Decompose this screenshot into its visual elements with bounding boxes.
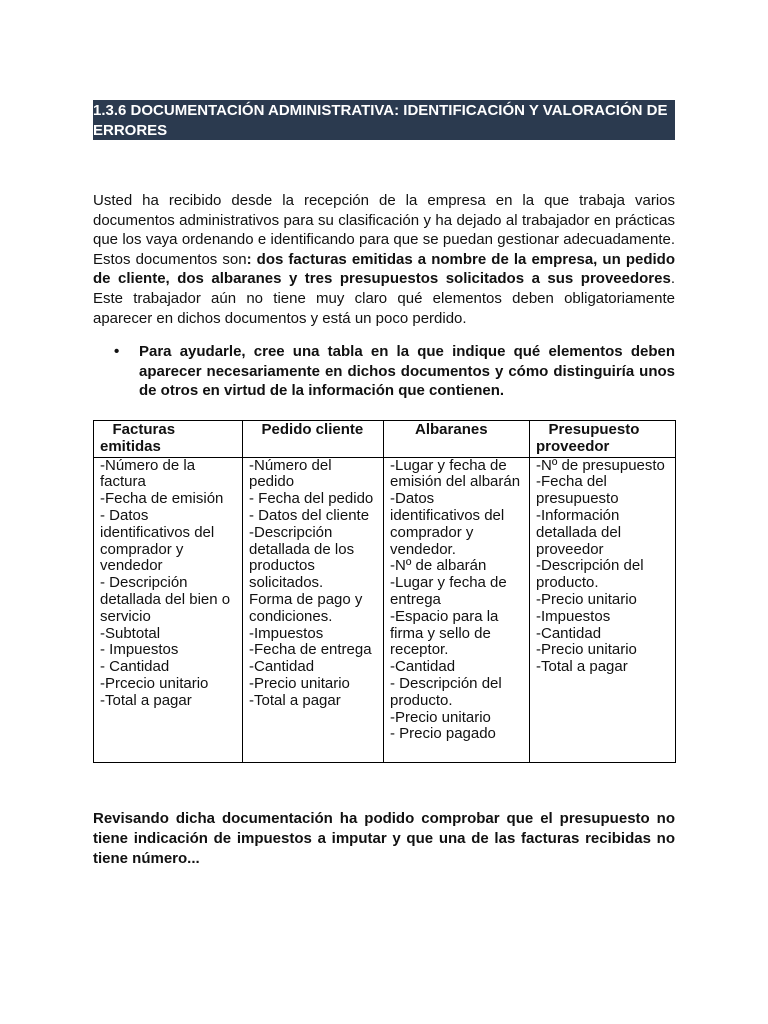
header-facturas: Facturas emitidas: [94, 421, 243, 458]
cell-item: -Nº de albarán: [390, 557, 487, 575]
cell-item: - Datos del cliente: [249, 506, 370, 524]
cell-item: -Total a pagar: [249, 691, 341, 709]
table-header-row: [94, 421, 676, 458]
cell-item: -Precio unitario: [536, 590, 637, 608]
bullet-icon: •: [114, 343, 120, 360]
cell-item: - Impuestos: [100, 641, 179, 659]
documents-table: [93, 420, 676, 763]
column-presupuesto: [530, 457, 676, 762]
cell-item: -Lugar y fecha de emisión del albarán: [390, 456, 521, 491]
cell-item: -Cantidad: [536, 624, 602, 642]
column-albaranes: [384, 457, 530, 762]
cell-item: -Subtotal: [100, 624, 161, 642]
cell-item: -Descripción detallada de los productos solicitados.: [249, 523, 355, 592]
cell-item: -Cantidad: [249, 658, 315, 676]
cell-item: -Número de la factura: [100, 456, 196, 491]
cell-item: -Precio unitario: [536, 641, 637, 659]
cell-item: -Total a pagar: [536, 658, 628, 676]
cell-item: - Fecha del pedido: [249, 490, 374, 508]
cell-item: -Fecha del presupuesto: [536, 473, 619, 508]
section-heading: 1.3.6 DOCUMENTACIÓN ADMINISTRATIVA: IDENTIFICACIÓN Y VALORACIÓN DE ERRORES: [93, 100, 675, 140]
intro-document-list: : dos facturas emitidas a nombre de la empresa, un pedido de cliente, dos albaranes y tres presupuestos solicitados a sus proveedores: [93, 250, 675, 288]
header-pedido: Pedido cliente: [243, 421, 384, 458]
cell-item: -Lugar y fecha de entrega: [390, 574, 507, 608]
cell-item: -Datos identificativos del comprador y vendedor.: [390, 490, 505, 558]
cell-item: -Cantidad: [390, 658, 456, 676]
cell-item: -Descripción del producto.: [536, 557, 644, 592]
cell-item: - Descripción del producto.: [390, 674, 502, 709]
cell-item: Forma de pago y condiciones.: [249, 590, 363, 625]
cell-item: -Fecha de entrega: [249, 641, 372, 659]
cell-item: -Precio unitario: [249, 674, 350, 692]
intro-text-end: . Este trabajador aún no tiene muy claro qué elementos deben obligatoriamente aparecer en dichos documentos y está un poco perdido.: [93, 270, 675, 327]
cell-item: - Descripción detallada del bien o servicio: [100, 574, 231, 625]
cell-item: - Datos identificativos del comprador y vendedor: [100, 506, 215, 575]
header-presupuesto: Presupuesto proveedor: [530, 421, 676, 458]
cell-item: -Prcecio unitario: [100, 674, 209, 692]
task-instruction: Para ayudarle, cree una tabla en la que indique qué elementos deben aparecer necesariamente en dichos documentos y cómo distinguiría unos de otros en virtud de la información que contienen.: [139, 343, 675, 400]
intro-paragraph: [93, 191, 675, 328]
cell-item: -Información detallada del proveedor: [536, 506, 622, 558]
cell-item: -Impuestos: [249, 624, 324, 642]
intro-text-start: Usted ha recibido desde la recepción de la empresa en la que trabaja varios documentos administrativos para su clasificación y ha dejado al trabajador en prácticas que los vaya ordenando e identificando para que se puedan gestionar adecuadamente. Estos documentos son: [93, 192, 675, 268]
header-albaranes: Albaranes: [384, 421, 530, 458]
cell-item: -Espacio para la firma y sello de receptor.: [390, 607, 499, 659]
column-pedido: [243, 457, 384, 762]
cell-item: -Número del pedido: [249, 456, 332, 491]
cell-item: -Nº de presupuesto: [536, 456, 665, 474]
closing-paragraph: Revisando dicha documentación ha podido comprobar que el presupuesto no tiene indicación de impuestos a imputar y que una de las facturas recibidas no tiene número...: [93, 810, 675, 867]
cell-item: -Impuestos: [536, 607, 611, 625]
cell-item: -Total a pagar: [100, 691, 192, 709]
cell-item: - Precio pagado: [390, 725, 496, 743]
cell-item: -Precio unitario: [390, 708, 491, 726]
cell-item: - Cantidad: [100, 658, 170, 676]
column-facturas: [94, 457, 243, 762]
task-bullet: [93, 342, 675, 401]
table-row: [94, 457, 676, 762]
cell-item: -Fecha de emisión: [100, 490, 224, 508]
